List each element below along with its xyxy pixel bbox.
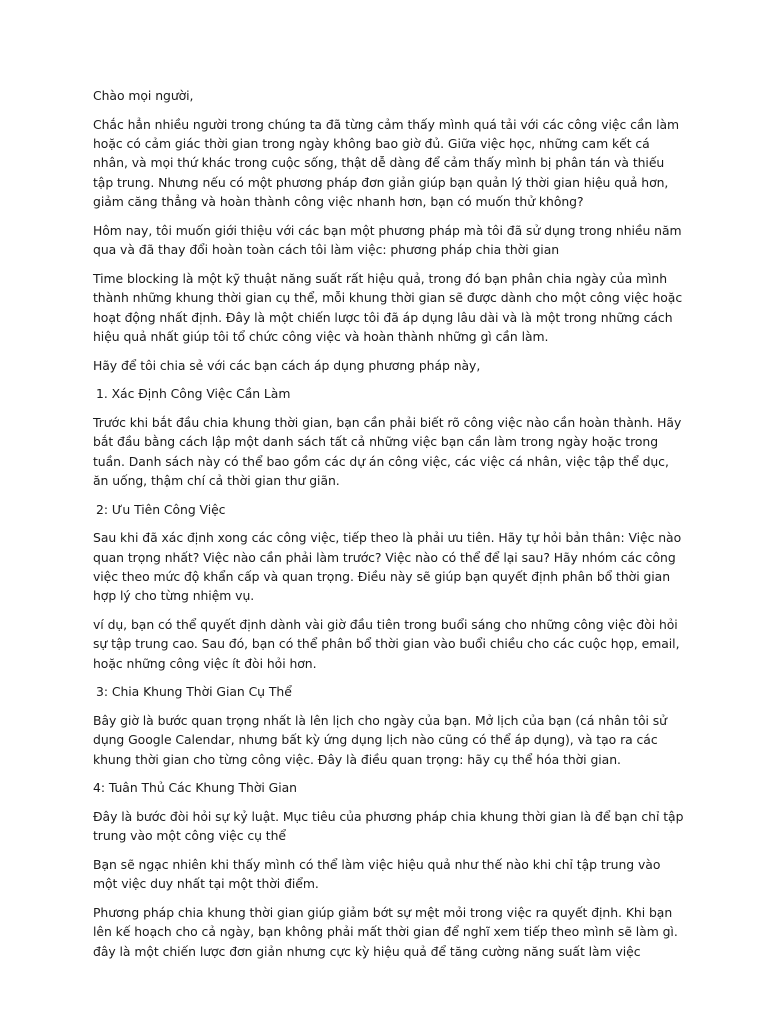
definition-paragraph: Time blocking là một kỹ thuật năng suất rất hiệu quả, trong đó bạn phân chia ngày của mình thành những khung thời gian cụ thể, mỗi khung thời gian sẽ được dành cho một công việc hoặc hoạt động nhất định. Đây là một chiến lược tôi đã áp dụng lâu dài và là một trong những cách hiệu quả nhất giúp tôi tổ chức công việc và hoàn thành những gì cần làm.: [93, 270, 683, 345]
greeting: Chào mọi người,: [93, 88, 194, 103]
step2-heading: 2: Ưu Tiên Công Việc: [96, 501, 226, 517]
step4-heading: 4: Tuân Thủ Các Khung Thời Gian: [93, 780, 297, 796]
document-body: [93, 86, 685, 970]
step3-body: Bây giờ là bước quan trọng nhất là lên lịch cho ngày của bạn. Mở lịch của bạn (cá nhân tôi sử dụng Google Calendar, nhưng bất kỳ ứng dụng lịch nào cũng có thể áp dụng), và tạo ra các khung thời gian cho từng công việc. Đây là điều quan trọng: hãy cụ thể hóa thời gian.: [93, 713, 667, 767]
step3-heading: 3: Chia Khung Thời Gian Cụ Thể: [96, 684, 292, 700]
step1-heading: 1. Xác Định Công Việc Cần Làm: [96, 386, 291, 402]
intro-paragraph: Chắc hẳn nhiều người trong chúng ta đã từng cảm thấy mình quá tải với các công việc cần làm hoặc có cảm giác thời gian trong ngày không bao giờ đủ. Giữa việc học, những cam kết cá nhân, và mọi thứ khác trong cuộc sống, thật dễ dàng để cảm thấy mình bị phân tán và thiếu tập trung. Nhưng nếu có một phương pháp đơn giản giúp bạn quản lý thời gian hiệu quả hơn, giảm căng thẳng và hoàn thành công việc nhanh hơn, bạn có muốn thử không?: [93, 116, 680, 210]
step4-body: Đây là bước đòi hỏi sự kỷ luật. Mục tiêu của phương pháp chia khung thời gian là để bạn chỉ tập trung vào một công việc cụ thể: [93, 809, 684, 844]
step4-surprise: Bạn sẽ ngạc nhiên khi thấy mình có thể làm việc hiệu quả như thế nào khi chỉ tập trung vào một việc duy nhất tại một thời điểm.: [93, 857, 661, 892]
conclusion-paragraph: Phương pháp chia khung thời gian giúp giảm bớt sự mệt mỏi trong việc ra quyết định. Khi bạn lên kế hoạch cho cả ngày, bạn không phải mất thời gian để nghĩ xem tiếp theo mình sẽ làm gì. đây là một chiến lược đơn giản nhưng cực kỳ hiệu quả để tăng cường năng suất làm việc: [93, 905, 678, 959]
step2-body: Sau khi đã xác định xong các công việc, tiếp theo là phải ưu tiên. Hãy tự hỏi bản thân: Việc nào quan trọng nhất? Việc nào cần phải làm trước? Việc nào có thể để lại sau? Hãy nhóm các công việc theo mức độ khẩn cấp và quan trọng. Điều này sẽ giúp bạn quyết định phân bổ thời gian hợp lý cho từng nhiệm vụ.: [93, 530, 682, 604]
step1-body: Trước khi bắt đầu chia khung thời gian, bạn cần phải biết rõ công việc nào cần hoàn thành. Hãy bắt đầu bằng cách lập một danh sách tất cả những việc bạn cần làm trong ngày hoặc trong tuần. Danh sách này có thể bao gồm các dự án công việc, các việc cá nhân, việc tập thể dục, ăn uống, thậm chí cả thời gian thư giãn.: [93, 414, 682, 489]
method-intro-paragraph: Hôm nay, tôi muốn giới thiệu với các bạn một phương pháp mà tôi đã sử dụng trong nhiều năm qua và đã thay đổi hoàn toàn cách tôi làm việc: phương pháp chia thời gian: [93, 222, 682, 258]
step2-example: ví dụ, bạn có thể quyết định dành vài giờ đầu tiên trong buổi sáng cho những công việc đòi hỏi sự tập trung cao. Sau đó, bạn có thể phân bổ thời gian vào buổi chiều cho các cuộc họp, email, hoặc những công việc ít đòi hỏi hơn.: [93, 617, 680, 671]
share-intro-paragraph: Hãy để tôi chia sẻ với các bạn cách áp dụng phương pháp này,: [93, 357, 481, 373]
